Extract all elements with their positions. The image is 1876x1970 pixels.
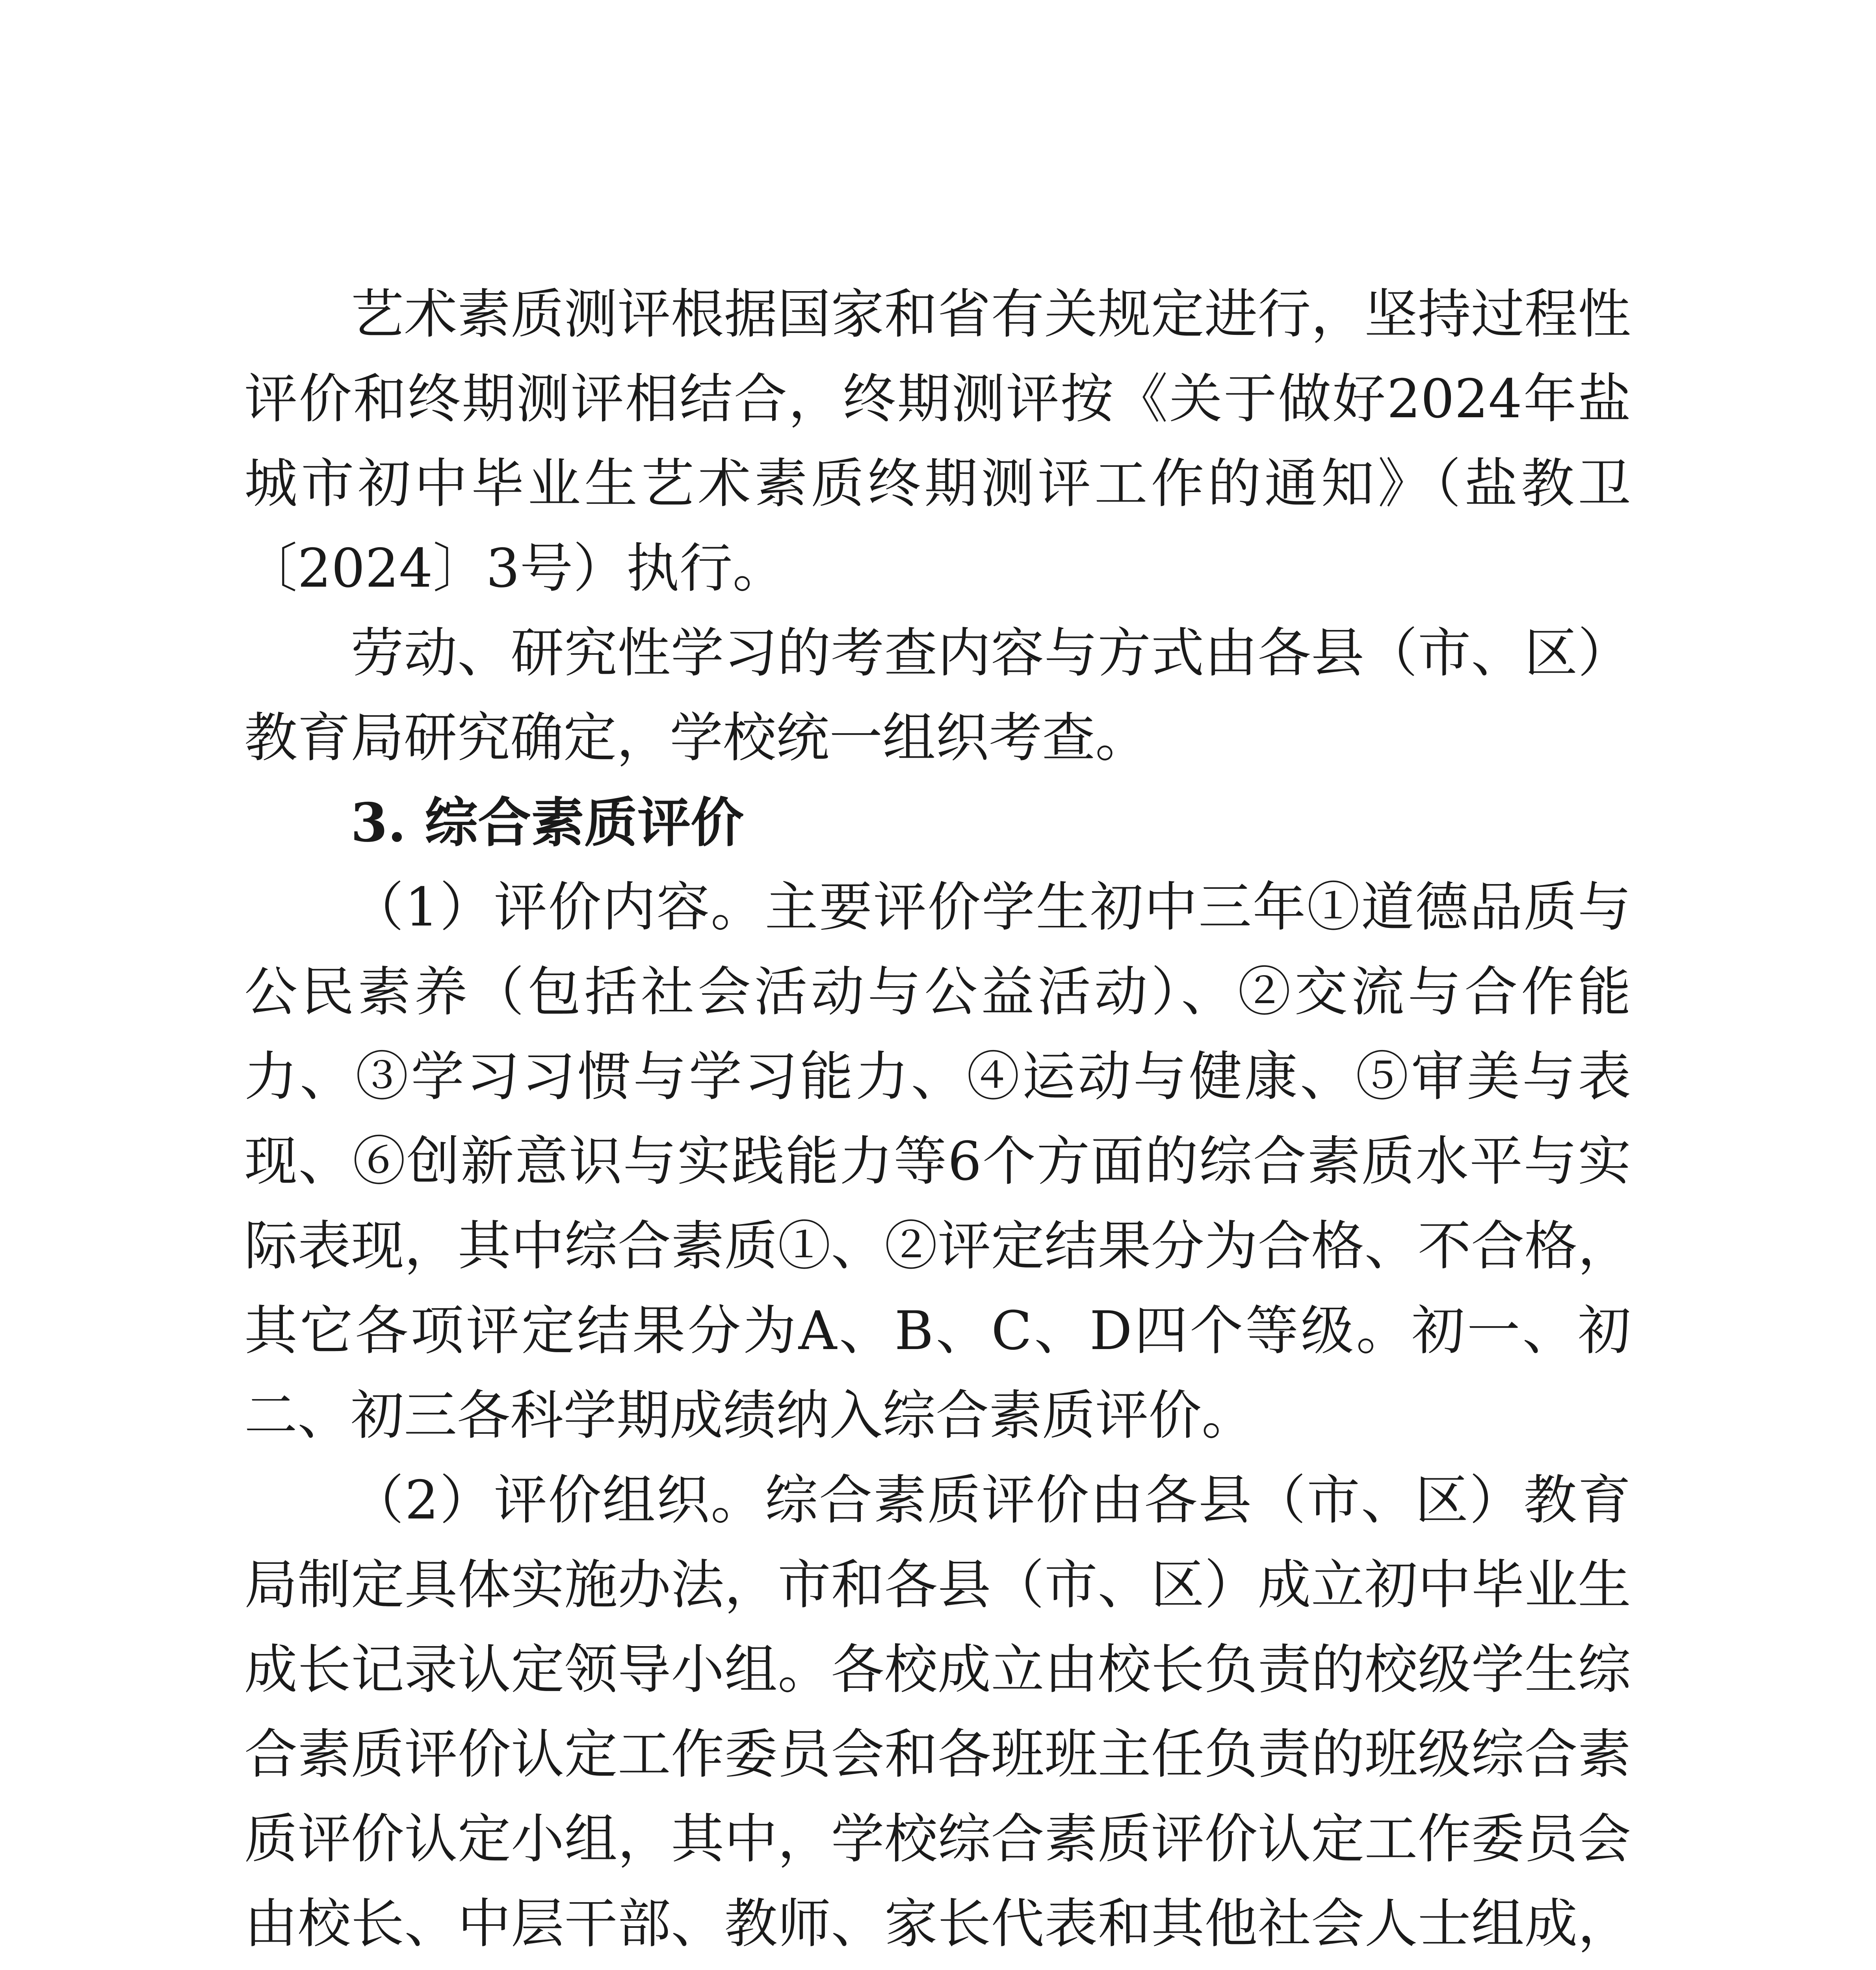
paragraph-labor-research: 劳动、研究性学习的考查内容与方式由各县（市、区）教育局研究确定，学校统一组织考查。 <box>244 622 1631 769</box>
paragraph-evaluation-content: （1）评价内容。主要评价学生初中三年①道德品质与公民素养（包括社会活动与公益活动）、②交流与合作能力、③学习习惯与学习能力、④运动与健康、⑤审美与表现、⑥创新意识与实践能力等6个方面的综合素质水平与实际表现，其中综合素质①、②评定结果分为合格、不合格，其它各项评定结果分为A、B、C、D四个等级。初一、初二、初三各科学期成绩纳入综合素质评价。 <box>244 876 1631 1446</box>
section-heading: 3. 综合素质评价 <box>351 791 744 854</box>
document-body <box>244 272 1631 1970</box>
paragraph-evaluation-organization: （2）评价组织。综合素质评价由各县（市、区）教育局制定具体实施办法，市和各县（市、区）成立初中毕业生成长记录认定领导小组。各校成立由校长负责的校级学生综合素质评价认定工作委员会和各班班主任负责的班级综合素质评价认定小组，其中，学校综合素质评价认定工作委员会由校长、中层干部、教师、家长代表和其他社会人士组成， <box>244 1469 1631 1955</box>
paragraph-art-assessment: 艺术素质测评根据国家和省有关规定进行，坚持过程性评价和终期测评相结合，终期测评按《关于做好2024年盐城市初中毕业生艺术素质终期测评工作的通知》（盐教卫〔2024〕3号）执行。 <box>244 283 1631 599</box>
